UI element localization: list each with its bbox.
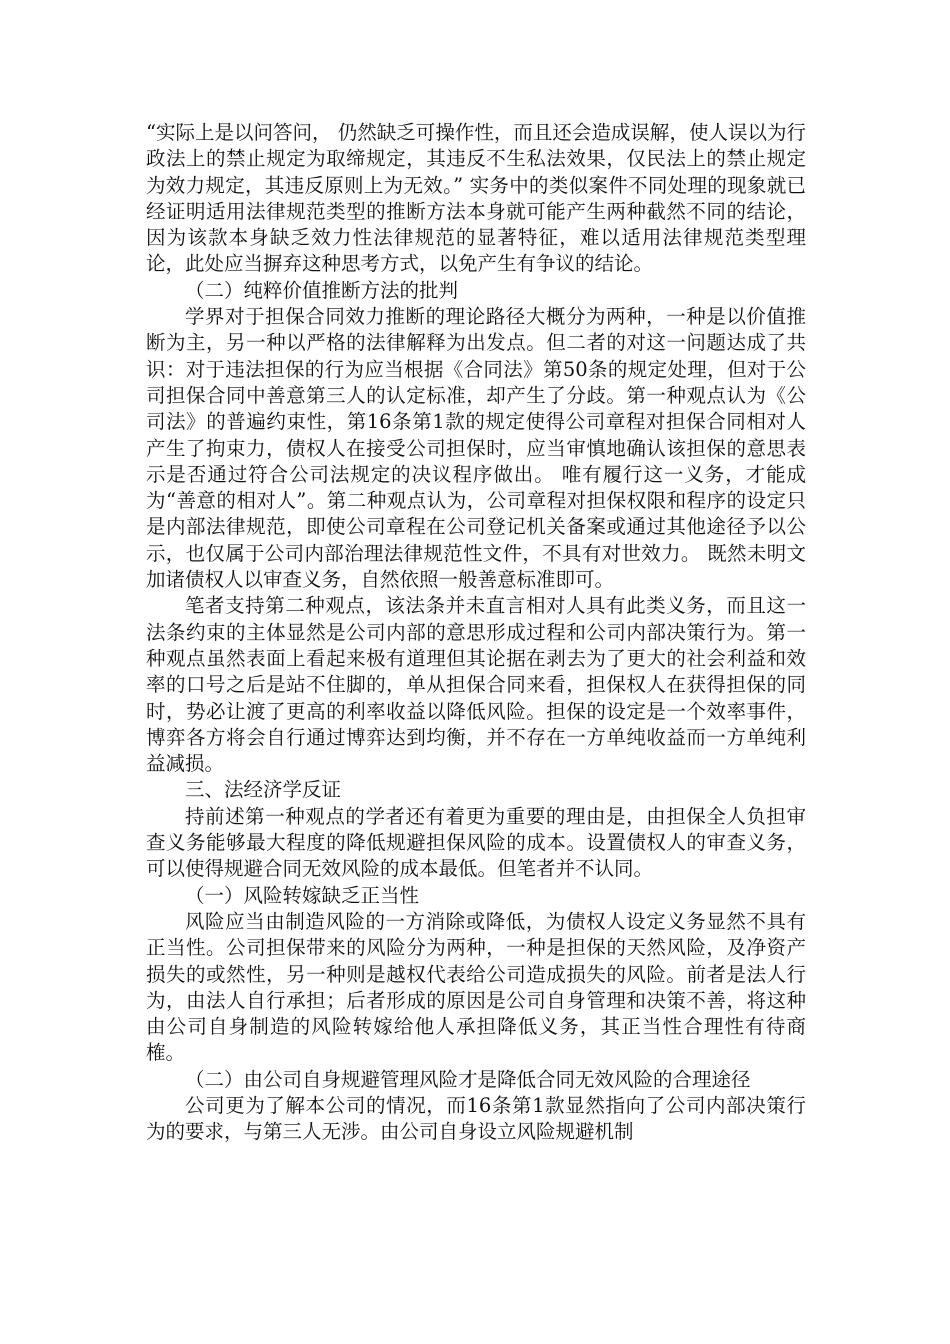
section-heading: （二）纯粹价值推断方法的批判 — [185, 278, 459, 302]
paragraph-body: “实际上是以问答问， 仍然缺乏可操作性，而且还会造成误解，使人误以为行政法上的禁止规定为取缔规定，其违反不生私法效果，仅民法上的禁止规定为效力规定，其违反原则上为无效。” 实务中的类似案件不同处理的现象就已经证明适用法律规范类型的推断方法本身就可能产生两种截然不同的结论，因为该款本身缺乏效力性法律规范的显著特征，难以适用法律规范类型理论，此处应当摒弃这种思考方式，以免产生有争议的结论。 — [146, 121, 806, 276]
document-page — [146, 120, 806, 1146]
section-heading: 三、法经济学反证 — [185, 778, 342, 802]
section-heading: （二）由公司自身规避管理风险才是降低合同无效风险的合理途径 — [185, 1067, 751, 1091]
paragraph-body: 风险应当由制造风险的一方消除或降低，为债权人设定义务显然不具有正当性。公司担保带来的风险分为两种，一种是担保的天然风险，及净资产损失的或然性，另一种则是越权代表给公司造成损失的风险。前者是法人行为，由法人自行承担；后者形成的原因是公司自身管理和决策不善，将这种由公司自身制造的风险转嫁给他人承担降低义务，其正当性合理性有待商榷。 — [146, 909, 806, 1065]
paragraph-body: 笔者支持第二种观点，该法条并未直言相对人具有此类义务，而且这一法条约束的主体显然是公司内部的意思形成过程和公司内部决策行为。第一种观点虽然表面上看起来极有道理但其论据在剥去为了更大的社会利益和效率的口号之后是站不住脚的，单从担保合同来看，担保权人在获得担保的同时，势必让渡了更高的利率收益以降低风险。担保的设定是一个效率事件，博弈各方将会自行通过博弈达到均衡，并不存在一方单纯收益而一方单纯利益减损。 — [146, 594, 806, 776]
paragraph-body: 公司更为了解本公司的情况，而16条第1款显然指向了公司内部决策行为的要求，与第三人无涉。由公司自身设立风险规避机制 — [146, 1093, 806, 1144]
paragraph-body: 学界对于担保合同效力推断的理论路径大概分为两种，一种是以价值推断为主，另一种以严格的法律解释为出发点。但二者的对这一问题达成了共识：对于违法担保的行为应当根据《合同法》第50条的规定处理，但对于公司担保合同中善意第三人的认定标准，却产生了分歧。第一种观点认为《公司法》的普遍约束性，第16条第1款的规定使得公司章程对担保合同相对人产生了拘束力，债权人在接受公司担保时，应当审慎地确认该担保的意思表示是否通过符合公司法规定的决议程序做出。 唯有履行这一义务，才能成为“善意的相对人”。第二种观点认为，公司章程对担保权限和程序的设定只是内部法律规范，即使公司章程在公司登记机关备案或通过其他途径予以公示，也仅属于公司内部治理法律规范性文件，不具有对世效力。 既然未明文加诸债权人以审查义务，自然依照一般善意标准即可。 — [146, 305, 806, 592]
section-heading: （一）风险转嫁缺乏正当性 — [185, 883, 420, 907]
paragraph-body: 持前述第一种观点的学者还有着更为重要的理由是，由担保全人负担审查义务能够最大程度的降低规避担保风险的成本。设置债权人的审查义务，可以使得规避合同无效风险的成本最低。但笔者并不认同。 — [146, 804, 806, 881]
